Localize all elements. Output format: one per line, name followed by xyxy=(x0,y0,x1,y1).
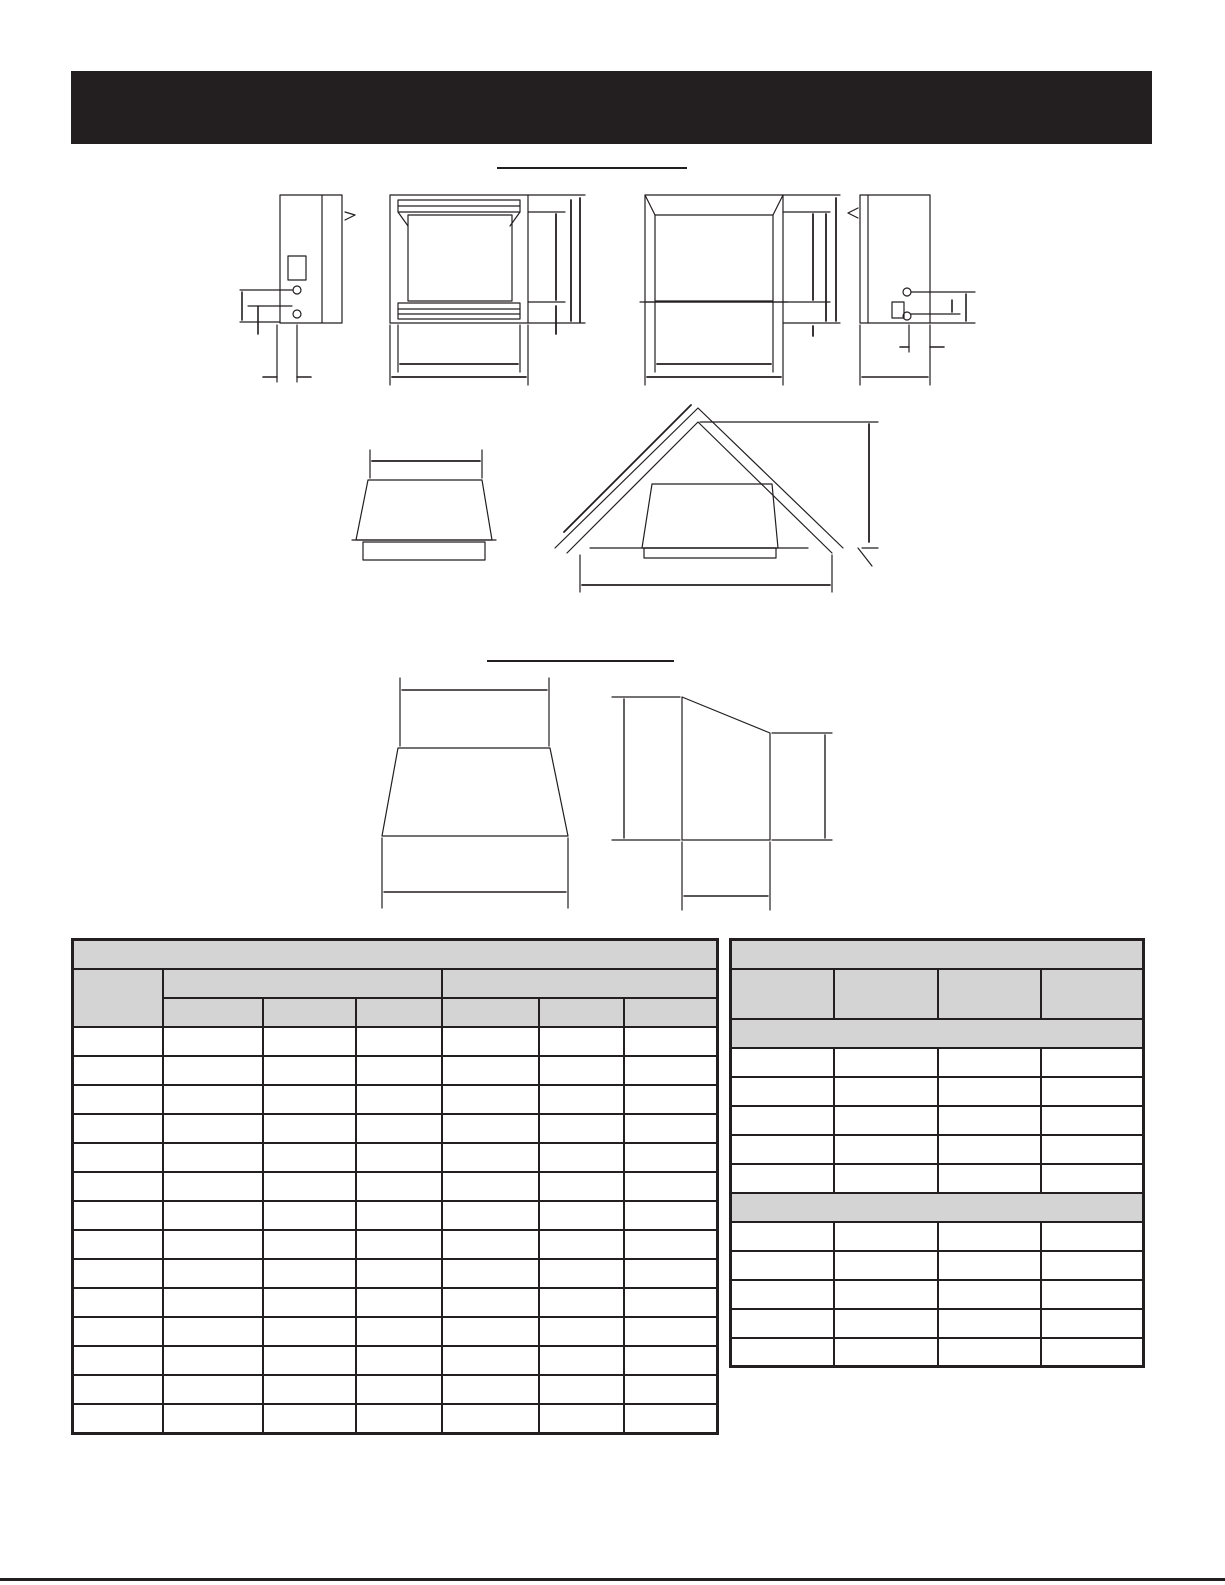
left-table-cell xyxy=(163,1027,263,1056)
left-table-cell xyxy=(356,1085,442,1114)
left-table-cell xyxy=(73,1259,163,1288)
left-table-cell xyxy=(356,1056,442,1085)
right-table-cell xyxy=(938,1338,1041,1367)
right-table-cell xyxy=(834,1048,938,1077)
left-table-title-row xyxy=(73,940,718,969)
hood-side-view xyxy=(612,697,832,910)
left-table-cell xyxy=(73,1085,163,1114)
left-table-cell xyxy=(624,1375,718,1404)
left-table-subheader-cell xyxy=(624,998,718,1027)
left-table-body xyxy=(73,1027,718,1434)
left-table-cell xyxy=(163,1085,263,1114)
left-table-row xyxy=(73,1375,718,1404)
front-view-2 xyxy=(640,195,840,385)
left-table-cell xyxy=(442,1056,539,1085)
left-table-cell xyxy=(73,1143,163,1172)
left-table-cell xyxy=(539,1201,624,1230)
left-table-cell xyxy=(356,1404,442,1433)
left-table-cell xyxy=(442,1027,539,1056)
left-table-cell xyxy=(163,1230,263,1259)
left-table-cell xyxy=(442,1404,539,1433)
left-table-row xyxy=(73,1085,718,1114)
right-table-header-cell xyxy=(731,969,834,1019)
left-table-cell xyxy=(263,1375,356,1404)
left-table-cell xyxy=(73,1317,163,1346)
left-table-cell xyxy=(356,1114,442,1143)
left-table-cell xyxy=(73,1056,163,1085)
left-table-row xyxy=(73,1201,718,1230)
right-table-cell xyxy=(1041,1222,1144,1251)
right-table-cell xyxy=(1041,1280,1144,1309)
left-table-cell xyxy=(73,1404,163,1433)
hood-front-view xyxy=(382,678,568,908)
left-table-cell xyxy=(356,1346,442,1375)
right-table-row xyxy=(731,1164,1144,1193)
left-table-cell xyxy=(163,1346,263,1375)
left-table-cell xyxy=(624,1346,718,1375)
left-table-cell xyxy=(356,1143,442,1172)
left-table-cell xyxy=(356,1172,442,1201)
left-table-cell xyxy=(539,1114,624,1143)
left-table-cell xyxy=(263,1259,356,1288)
left-table-cell xyxy=(624,1143,718,1172)
left-table-cell xyxy=(539,1375,624,1404)
right-table-row xyxy=(731,1048,1144,1077)
left-table-cell xyxy=(539,1404,624,1433)
right-table-cell xyxy=(731,1135,834,1164)
right-table-cell xyxy=(731,1338,834,1367)
right-table-row xyxy=(731,1338,1144,1367)
left-table-cell xyxy=(624,1317,718,1346)
left-table-cell xyxy=(624,1085,718,1114)
left-table-cell xyxy=(163,1288,263,1317)
right-table-cell xyxy=(834,1338,938,1367)
right-table-body xyxy=(731,1019,1144,1367)
left-table-cell xyxy=(624,1288,718,1317)
right-table-cell xyxy=(834,1222,938,1251)
left-table-subheader-cell xyxy=(442,998,539,1027)
left-table-cell xyxy=(263,1201,356,1230)
right-table-title-row xyxy=(731,940,1144,969)
right-table-header-cell xyxy=(1041,969,1144,1019)
left-table-cell xyxy=(73,1230,163,1259)
left-table-cell xyxy=(163,1172,263,1201)
left-table-cell xyxy=(263,1056,356,1085)
left-table-cell xyxy=(73,1114,163,1143)
left-table-cell xyxy=(263,1114,356,1143)
right-table-header-cell xyxy=(834,969,938,1019)
left-table-header-cell xyxy=(163,969,442,998)
right-table-row xyxy=(731,1106,1144,1135)
left-table-cell xyxy=(442,1317,539,1346)
right-table-cell xyxy=(1041,1251,1144,1280)
left-table-cell xyxy=(356,1259,442,1288)
left-table-cell xyxy=(163,1375,263,1404)
top-view xyxy=(352,450,496,560)
right-table-cell xyxy=(731,1048,834,1077)
left-table-cell xyxy=(442,1259,539,1288)
left-table-header-cell xyxy=(442,969,718,998)
left-table-header-cell xyxy=(73,969,163,1027)
left-table-subheader-cell xyxy=(356,998,442,1027)
left-table-cell xyxy=(73,1027,163,1056)
front-view-1 xyxy=(390,195,585,385)
corner-view xyxy=(555,405,878,592)
left-table-cell xyxy=(624,1259,718,1288)
left-table-cell xyxy=(163,1259,263,1288)
left-table-cell xyxy=(539,1085,624,1114)
left-table-cell xyxy=(539,1259,624,1288)
right-table-cell xyxy=(834,1280,938,1309)
left-table-cell xyxy=(263,1085,356,1114)
right-table-cell xyxy=(1041,1164,1144,1193)
right-table-cell xyxy=(1041,1338,1144,1367)
left-table-cell xyxy=(442,1288,539,1317)
right-table-row xyxy=(731,1309,1144,1338)
side-view-right xyxy=(848,195,975,385)
left-table-cell xyxy=(356,1201,442,1230)
left-table-cell xyxy=(539,1317,624,1346)
left-table-row xyxy=(73,1288,718,1317)
right-table-cell xyxy=(1041,1309,1144,1338)
left-table-cell xyxy=(73,1346,163,1375)
left-table-cell xyxy=(263,1027,356,1056)
left-table-row xyxy=(73,1317,718,1346)
left-table-subheader-cell xyxy=(539,998,624,1027)
left-table-cell xyxy=(263,1346,356,1375)
right-table-row xyxy=(731,1222,1144,1251)
right-table-cell xyxy=(731,1251,834,1280)
right-table-cell xyxy=(938,1309,1041,1338)
left-table-row xyxy=(73,1143,718,1172)
right-table-row xyxy=(731,1280,1144,1309)
right-table-row xyxy=(731,1135,1144,1164)
left-table-cell xyxy=(539,1230,624,1259)
right-table-cell xyxy=(938,1164,1041,1193)
left-table-cell xyxy=(356,1288,442,1317)
left-table-cell xyxy=(356,1027,442,1056)
left-table-cell xyxy=(263,1317,356,1346)
left-table-cell xyxy=(73,1375,163,1404)
left-table-row xyxy=(73,1259,718,1288)
left-table-cell xyxy=(624,1230,718,1259)
left-table-subheader-cell xyxy=(163,998,263,1027)
left-table-cell xyxy=(624,1172,718,1201)
right-table-section-cell xyxy=(731,1019,1144,1048)
left-table-cell xyxy=(624,1404,718,1433)
right-table-cell xyxy=(834,1106,938,1135)
left-table-cell xyxy=(442,1114,539,1143)
right-table-cell xyxy=(731,1280,834,1309)
left-table-cell xyxy=(356,1317,442,1346)
side-view-left xyxy=(240,195,355,382)
footer-rule xyxy=(0,1578,1225,1581)
right-table-cell xyxy=(834,1251,938,1280)
left-table-cell xyxy=(442,1172,539,1201)
right-table-row xyxy=(731,1077,1144,1106)
left-table-cell xyxy=(442,1230,539,1259)
left-table-subheader-cell xyxy=(263,998,356,1027)
right-table-section-row xyxy=(731,1193,1144,1222)
left-table-cell xyxy=(356,1230,442,1259)
right-table-cell xyxy=(731,1077,834,1106)
left-table-cell xyxy=(442,1375,539,1404)
left-table-cell xyxy=(73,1172,163,1201)
right-table-cell xyxy=(1041,1077,1144,1106)
right-table-header-cell xyxy=(938,969,1041,1019)
right-table-cell xyxy=(834,1135,938,1164)
left-table-row xyxy=(73,1027,718,1056)
right-table-cell xyxy=(938,1048,1041,1077)
left-table-cell xyxy=(624,1056,718,1085)
left-table-cell xyxy=(442,1201,539,1230)
left-table-cell xyxy=(539,1027,624,1056)
left-table-cell xyxy=(73,1288,163,1317)
left-table-row xyxy=(73,1346,718,1375)
left-table-row xyxy=(73,1230,718,1259)
left-table-cell xyxy=(539,1143,624,1172)
right-table-cell xyxy=(1041,1106,1144,1135)
left-table-cell xyxy=(442,1346,539,1375)
left-table-cell xyxy=(263,1288,356,1317)
right-table-cell xyxy=(1041,1048,1144,1077)
right-table-cell xyxy=(731,1106,834,1135)
right-table-cell xyxy=(938,1077,1041,1106)
left-table-cell xyxy=(442,1085,539,1114)
left-table-cell xyxy=(539,1346,624,1375)
right-table-cell xyxy=(834,1077,938,1106)
right-table-cell xyxy=(1041,1135,1144,1164)
right-table-cell xyxy=(731,1164,834,1193)
left-table-cell xyxy=(442,1143,539,1172)
right-table-cell xyxy=(938,1106,1041,1135)
right-table-cell xyxy=(731,1222,834,1251)
left-dimension-table xyxy=(71,938,719,1435)
left-table-cell xyxy=(263,1230,356,1259)
left-table-row xyxy=(73,1056,718,1085)
right-dimension-table xyxy=(729,938,1145,1368)
left-table-cell xyxy=(539,1288,624,1317)
right-table-cell xyxy=(938,1280,1041,1309)
left-table-cell xyxy=(539,1172,624,1201)
left-table-cell xyxy=(73,1201,163,1230)
right-table-section-cell xyxy=(731,1193,1144,1222)
left-table-cell xyxy=(624,1201,718,1230)
left-table-cell xyxy=(163,1056,263,1085)
left-table-row xyxy=(73,1172,718,1201)
left-table-row xyxy=(73,1114,718,1143)
right-table-cell xyxy=(938,1135,1041,1164)
right-table-cell xyxy=(938,1251,1041,1280)
right-table-cell xyxy=(834,1164,938,1193)
left-table-cell xyxy=(624,1114,718,1143)
right-table-cell xyxy=(834,1309,938,1338)
left-table-cell xyxy=(356,1375,442,1404)
left-table-row xyxy=(73,1404,718,1433)
left-table-cell xyxy=(624,1027,718,1056)
left-table-cell xyxy=(263,1143,356,1172)
left-table-cell xyxy=(163,1201,263,1230)
left-table-cell xyxy=(263,1404,356,1433)
left-table-cell xyxy=(539,1056,624,1085)
left-table-cell xyxy=(163,1143,263,1172)
right-table-cell xyxy=(938,1222,1041,1251)
left-table-cell xyxy=(163,1114,263,1143)
right-table-section-row xyxy=(731,1019,1144,1048)
left-table-cell xyxy=(263,1172,356,1201)
right-table-cell xyxy=(731,1309,834,1338)
left-table-cell xyxy=(163,1404,263,1433)
right-table-row xyxy=(731,1251,1144,1280)
left-table-cell xyxy=(163,1317,263,1346)
